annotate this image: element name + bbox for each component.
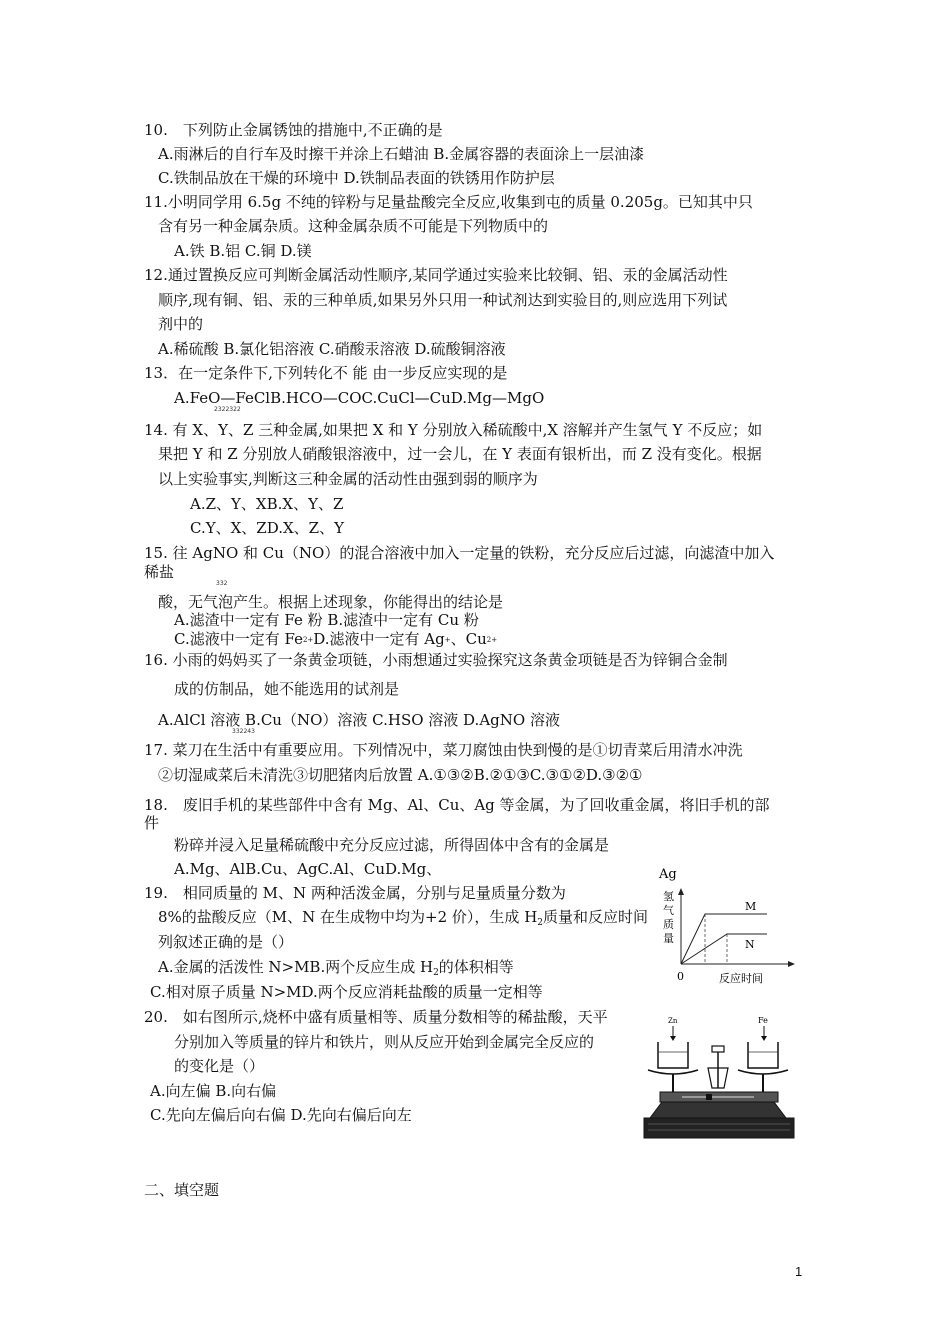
q15-option-d-cu: 、Cu xyxy=(450,630,487,648)
q10-options-ab: A.雨淋后的自行车及时擦干并涂上石蜡油 B.金属容器的表面涂上一层油漆 xyxy=(158,145,645,163)
graph-top-label: Ag xyxy=(659,867,677,882)
q15-subscripts: 332 xyxy=(216,580,228,587)
q15-sup-cu: 2+ xyxy=(486,636,498,644)
balance-base-top xyxy=(650,1102,786,1118)
graph-ylabel-1: 氢 xyxy=(663,890,674,903)
balance-illustration xyxy=(642,1012,812,1142)
q19-stem-1: 19. 相同质量的 M、N 两种活泼金属，分别与足量质量分数为 xyxy=(144,884,566,902)
q18-stem-1: 18. 废旧手机的某些部件中含有 Mg、Al、Cu、Ag 等金属，为了回收重金属，将旧手机的部 xyxy=(144,796,770,814)
q12-stem-3: 剂中的 xyxy=(158,315,204,333)
section-title: 二、填空题 xyxy=(144,1181,220,1199)
q18-options: A.Mg、AlB.Cu、AgC.Al、CuD.Mg、 xyxy=(174,860,442,878)
graph-ylabel-4: 量 xyxy=(663,932,674,945)
graph-background xyxy=(675,874,805,974)
q15-options-cd xyxy=(174,630,497,649)
q11-stem-2: 含有另一种金属杂质。这种金属杂质不可能是下列物质中的 xyxy=(158,217,549,235)
q18-stem-2: 件 xyxy=(144,814,160,832)
q16-stem-2: 成的仿制品，她不能选用的试剂是 xyxy=(174,680,400,698)
q19-stem-2a: 8%的盐酸反应（M、N 在生成物中均为+2 价），生成 H xyxy=(158,908,538,926)
q14-stem-2: 果把 Y 和 Z 分别放人硝酸银溶液中，过一会儿，在 Y 表面有银析出，而 Z 没有变化。根据 xyxy=(158,445,762,463)
q15-sup-ag: + xyxy=(444,636,451,644)
q10-stem: 10. 下列防止金属锈蚀的措施中,不正确的是 xyxy=(144,121,443,139)
graph-ylabel-2: 气 xyxy=(663,904,674,917)
q14-stem-3: 以上实验事实,判断这三种金属的活动性由强到弱的顺序为 xyxy=(158,470,538,488)
graph-ylabel-3: 质 xyxy=(663,918,674,931)
q16-options: A.AlCl 溶液 B.Cu（NO）溶液 C.HSO 溶液 D.AgNO 溶液 xyxy=(158,711,560,729)
q15-stem-1: 15. 往 AgNO 和 Cu（NO）的混合溶液中加入一定量的铁粉，充分反应后过滤，向滤渣中加入 xyxy=(144,544,775,562)
q19-options-ab xyxy=(158,958,514,982)
q20-options-cd: C.先向左偏后向右偏 D.先向右偏后向左 xyxy=(150,1106,412,1124)
q13-subscripts: 2322322 xyxy=(214,406,241,413)
q17-stem-1: 17. 菜刀在生活中有重要应用。下列情况中，菜刀腐蚀由快到慢的是①切青菜后用清水冲洗 xyxy=(144,741,743,759)
q15-sup-fe: 2+ xyxy=(302,636,314,644)
q15-option-d: D.滤液中一定有 Ag xyxy=(313,630,445,648)
q13-options: A.FeO—FeClB.HCO—COC.CuCl—CuD.Mg—MgO xyxy=(174,389,545,407)
q19-option-a: A.金属的活泼性 N>MB.两个反应生成 H xyxy=(158,958,434,976)
q18-stem-3: 粉碎并浸入足量稀硫酸中充分反应过滤，所得固体中含有的金属是 xyxy=(174,836,610,854)
series-m-label: M xyxy=(745,900,757,913)
q16-stem-1: 16. 小雨的妈妈买了一条黄金项链，小雨想通过实验探究这条黄金项链是否为锌铜合金制 xyxy=(144,651,728,669)
q19-stem-3: 列叙述正确的是（） xyxy=(158,933,294,951)
q19-stem-2 xyxy=(158,908,648,932)
q20-options-ab: A.向左偏 B.向右偏 xyxy=(150,1082,277,1100)
q16-subscripts: 332243 xyxy=(232,728,255,735)
zn-label: Zn xyxy=(668,1017,678,1025)
balance-base xyxy=(644,1118,794,1138)
q12-options: A.稀硫酸 B.氯化铝溶液 C.硝酸汞溶液 D.硫酸铜溶液 xyxy=(158,340,506,358)
q19-option-b: 的体积相等 xyxy=(438,958,514,976)
q12-stem-1: 12.通过置换反应可判断金属活动性顺序,某同学通过实验来比较铜、铝、汞的金属活动性 xyxy=(144,266,728,284)
q14-options-cd: C.Y、X、ZD.X、Z、Y xyxy=(190,519,344,537)
graph-xlabel: 反应时间 xyxy=(719,972,763,985)
q20-stem-3: 的变化是（） xyxy=(174,1057,265,1075)
q15-options-ab: A.滤渣中一定有 Fe 粉 B.滤渣中一定有 Cu 粉 xyxy=(174,611,479,629)
q20-stem-1: 20. 如右图所示,烧杯中盛有质量相等、质量分数相等的稀盐酸，天平 xyxy=(144,1008,608,1026)
fe-label: Fe xyxy=(758,1016,768,1025)
q12-stem-2: 顺序,现有铜、铝、汞的三种单质,如果另外只用一种试剂达到实验目的,则应选用下列试 xyxy=(158,291,728,309)
q20-stem-2: 分别加入等质量的锌片和铁片，则从反应开始到金属完全反应的 xyxy=(174,1033,595,1051)
q14-stem-1: 14. 有 X、Y、Z 三种金属,如果把 X 和 Y 分别放入稀硫酸中,X 溶解并产生氢气 Y 不反应；如 xyxy=(144,421,763,439)
hydrogen-mass-graph xyxy=(655,862,805,988)
q19-stem-2b: 质量和反应时间 xyxy=(543,908,649,926)
q17-stem-2: ②切湿咸菜后未清洗③切肥猪肉后放置 A.①③②B.②①③C.③①②D.③②① xyxy=(158,766,643,784)
beam-rider xyxy=(706,1094,712,1100)
q19-sub-h2-b: 2 xyxy=(433,968,439,978)
series-n-label: N xyxy=(745,938,755,951)
q15-stem-3: 酸，无气泡产生。根据上述现象，你能得出的结论是 xyxy=(158,593,504,611)
q11-stem-1: 11.小明同学用 6.5g 不纯的锌粉与足量盐酸完全反应,收集到屯的质量 0.205g。已知其中只 xyxy=(144,193,753,211)
page-number: 1 xyxy=(795,1264,803,1279)
q15-stem-2: 稀盐 xyxy=(144,563,175,581)
q11-options: A.铁 B.铝 C.铜 D.镁 xyxy=(174,242,312,260)
q19-sub-h2: 2 xyxy=(537,918,544,928)
q14-options-ab: A.Z、Y、XB.X、Y、Z xyxy=(190,495,344,513)
q10-options-cd: C.铁制品放在干燥的环境中 D.铁制品表面的铁锈用作防护层 xyxy=(158,169,555,187)
q13-stem: 13．在一定条件下,下列转化不 能 由一步反应实现的是 xyxy=(144,364,508,382)
q19-options-cd: C.相对原子质量 N>MD.两个反应消耗盐酸的质量一定相等 xyxy=(150,983,543,1001)
q15-option-c: C.滤液中一定有 Fe xyxy=(174,630,303,648)
graph-origin: 0 xyxy=(677,970,684,983)
